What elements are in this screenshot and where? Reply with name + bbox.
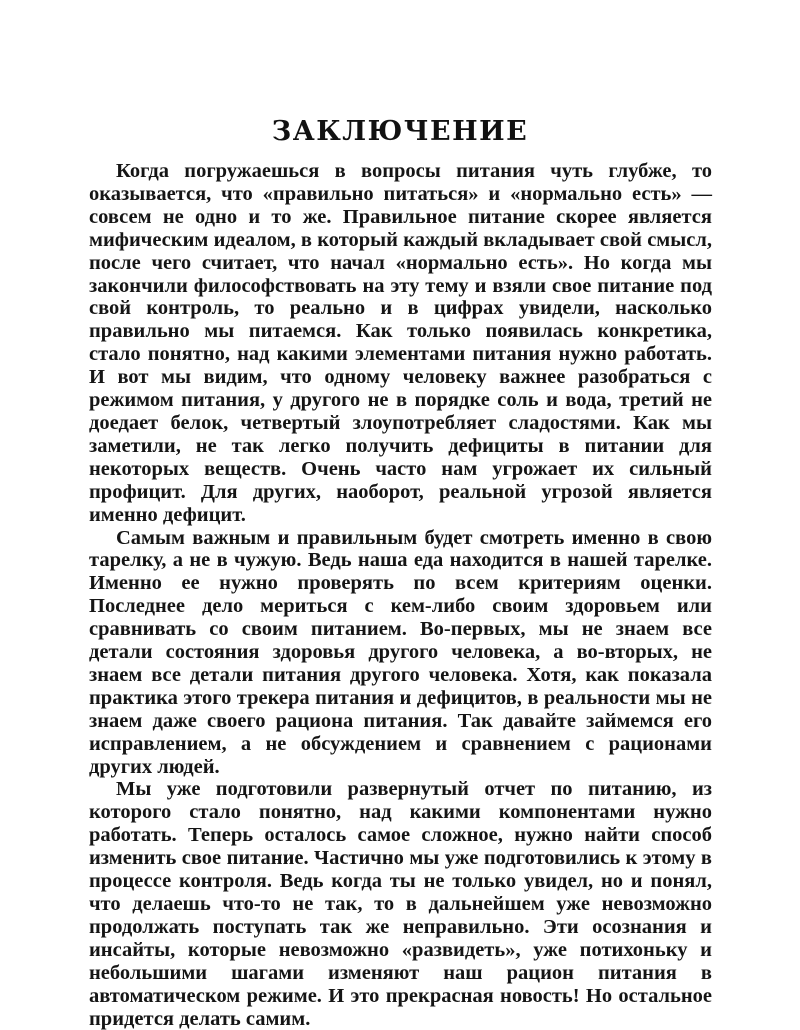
- paragraph: Самым важным и правильным будет смотреть именно в свою тарелку, а не в чужую. Ведь наша еда находится в нашей тарелке. Именно ее нужно проверять по всем критериям оценки. Последнее дело мериться с кем-либо своим здоровьем или сравнивать со своим питанием. Во-первых, мы не знаем все детали состояния здоровья другого человека, а во-вторых, не знаем все детали питания другого человека. Хотя, как показала практика этого трекера питания и дефицитов, в реальности мы не знаем даже своего рациона питания. Так давайте займемся его исправлением, а не обсуждением и сравнением с рационами других людей.: [89, 526, 712, 778]
- paragraph: Мы уже подготовили развернутый отчет по питанию, из которого стало понятно, над какими компонентами нужно работать. Теперь осталось самое сложное, нужно найти способ изменить свое питание. Частично мы уже подготовились к этому в процессе контроля. Ведь когда ты не только увидел, но и понял, что делаешь что-то не так, то в дальнейшем уже невозможно продолжать поступать так же неправильно. Эти осознания и инсайты, которые невозможно «развидеть», уже потихоньку и небольшими шагами изменяют наш рацион питания в автоматическом режиме. И это прекрасная новость! Но остальное придется делать самим.: [89, 778, 712, 1030]
- chapter-body: [89, 160, 712, 1030]
- chapter-title: ЗАКЛЮЧЕНИЕ: [271, 116, 529, 147]
- paragraph: Когда погружаешься в вопросы питания чуть глубже, то оказывается, что «правильно питаться» и «нормально есть» — совсем не одно и то же. Правильное питание скорее является мифическим идеалом, в который каждый вкладывает свой смысл, после чего считает, что начал «нормально есть». Но когда мы закончили философствовать на эту тему и взяли свое питание под свой контроль, то реально и в цифрах увидели, насколько правильно мы питаемся. Как только появилась конкретика, стало понятно, над какими элементами питания нужно работать. И вот мы видим, что одному человеку важнее разобраться с режимом питания, у другого не в порядке соль и вода, третий не доедает белок, четвертый злоупотребляет сладостями. Как мы заметили, не так легко получить дефициты в питании для некоторых веществ. Очень часто нам угрожает их сильный профицит. Для других, наоборот, реальной угрозой является именно дефицит.: [89, 160, 712, 526]
